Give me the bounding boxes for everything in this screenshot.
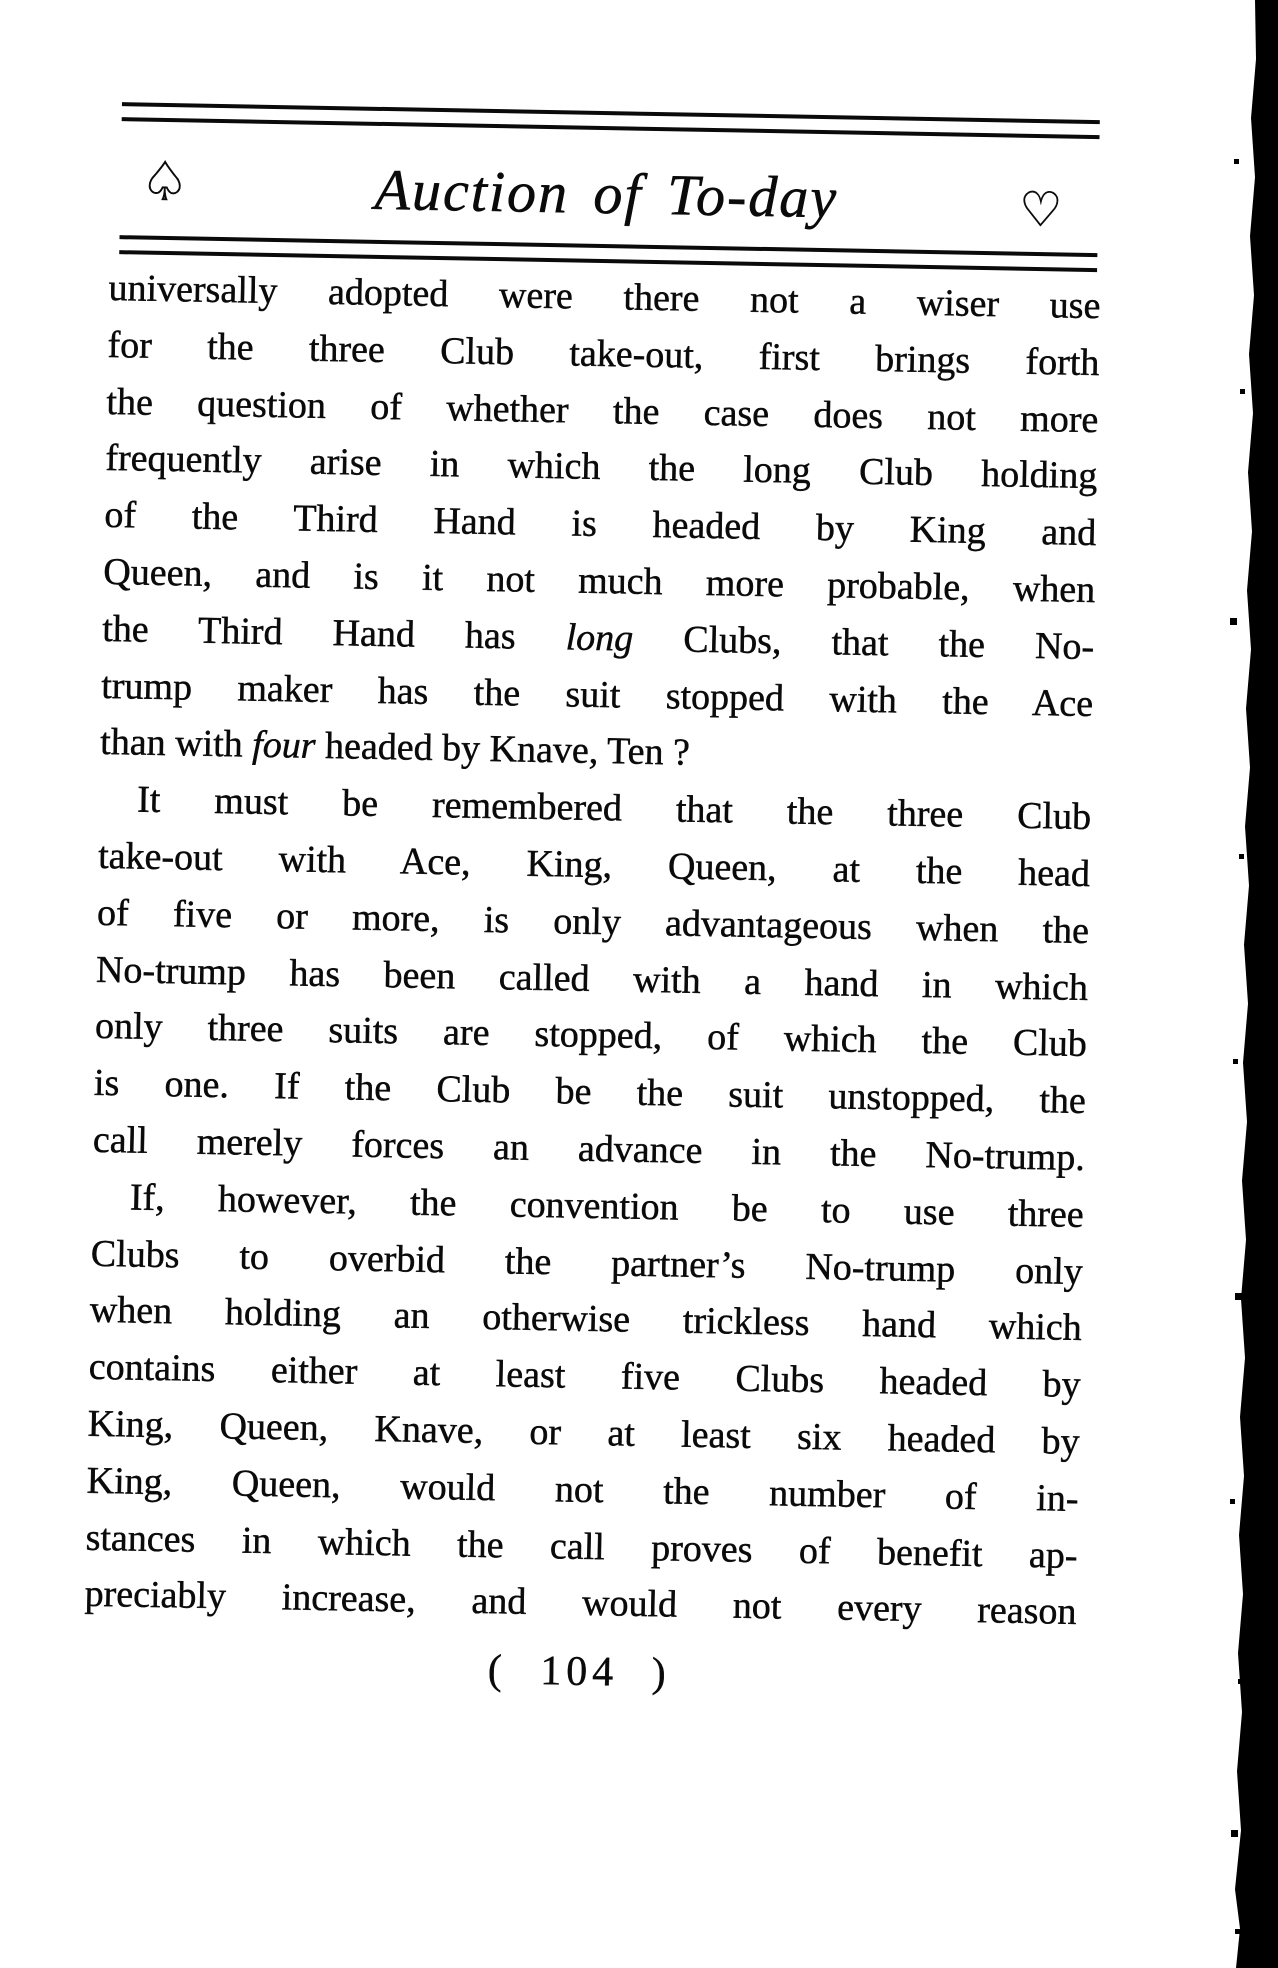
text-line: stances in which the call proves of benefit ap- [85, 1516, 1078, 1577]
text-line: is one. If the Club be the suit unstopped, the [93, 1061, 1087, 1123]
page-title: Auction of To-day [374, 156, 839, 231]
text-line: If, however, the convention be to use three [129, 1176, 1085, 1236]
scan-noise-speckles [1239, 0, 1242, 3]
text-line: contains either at least five Clubs headed by [88, 1345, 1082, 1407]
page-content [83, 102, 1104, 1705]
text-line: when holding an otherwise trickless hand which [89, 1289, 1083, 1350]
text-line: preciably increase, and would not every reason [84, 1573, 1077, 1634]
text-line: than with four headed by Knave, Ten ? [99, 721, 691, 775]
text-line: King, Queen, Knave, or at least six headed by [87, 1402, 1080, 1463]
text-line: It must be remembered that the three Club [136, 778, 1092, 839]
spade-icon: ♤ [139, 149, 190, 214]
page-number: ( 104 ) [487, 1647, 672, 1697]
text-line: only three suits are stopped, of which the Club [94, 1005, 1088, 1066]
text-line: for the three Club take-out, first brings forth [107, 323, 1100, 384]
text-line: trump maker has the suit stopped with the Ace [100, 664, 1094, 725]
text-line: frequently arise in which the long Club holding [105, 437, 1098, 498]
text-line: King, Queen, would not the number of in- [86, 1459, 1079, 1520]
text-line: Queen, and is it not much more probable, when [103, 550, 1096, 612]
text-line: call merely forces an advance in the No-trump. [92, 1118, 1086, 1179]
scan-edge-band [1234, 0, 1278, 1968]
heart-icon: ♡ [1018, 181, 1063, 239]
text-line: Clubs to overbid the partner’s No-trump only [90, 1232, 1084, 1293]
text-line: of five or more, is only advantageous when the [96, 891, 1090, 952]
text-line: take-out with Ace, King, Queen, at the head [97, 834, 1091, 896]
text-line: No-trump has been called with a hand in which [95, 948, 1089, 1009]
running-header [110, 135, 1104, 253]
text-line: the Third Hand has long Clubs, that the No- [101, 607, 1095, 668]
text-line: universally adopted were there not a wiser use [108, 266, 1101, 328]
text-line: the question of whether the case does not more [106, 380, 1099, 441]
text-line: of the Third Hand is headed by King and [104, 494, 1097, 555]
body-text [84, 260, 1101, 1641]
